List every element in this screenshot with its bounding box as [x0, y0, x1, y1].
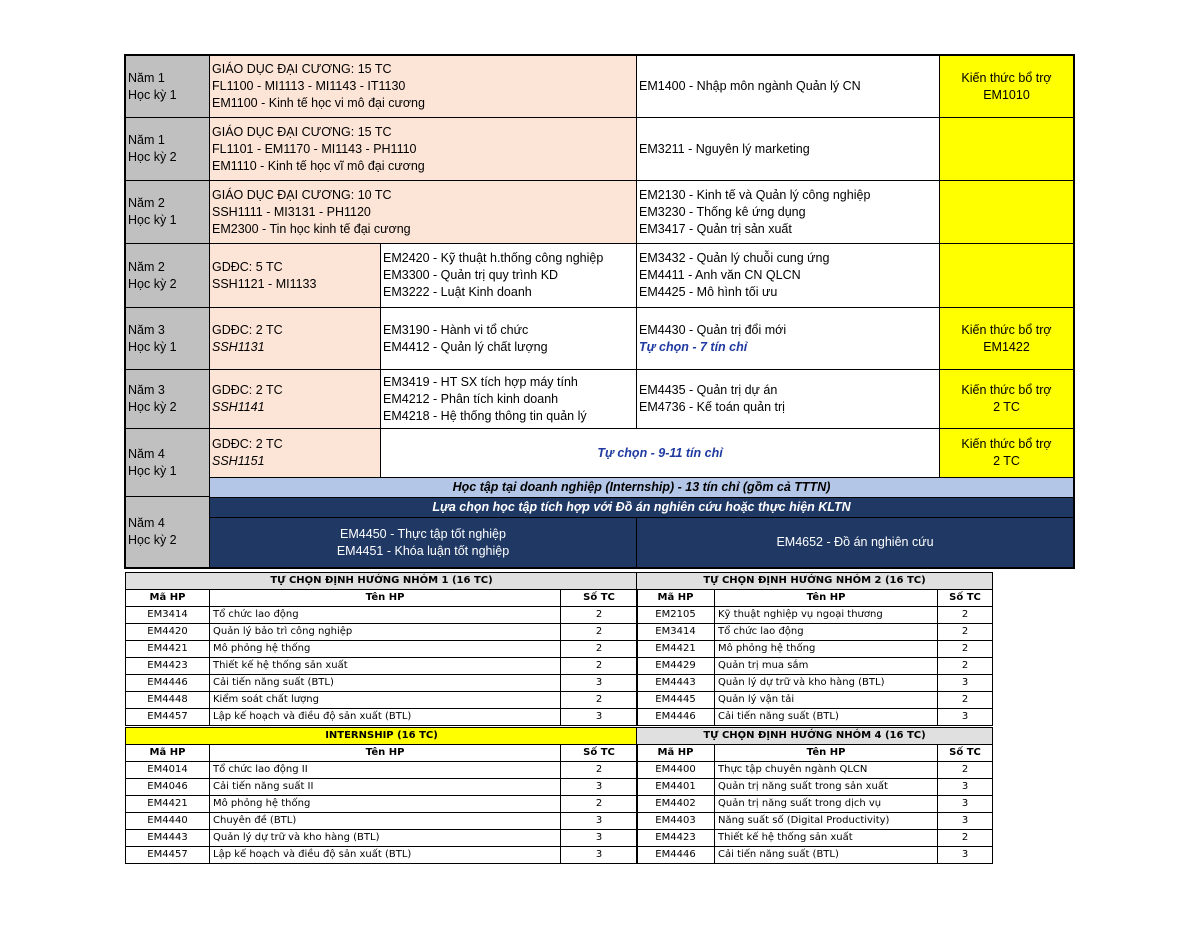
general-education-cell: GIÁO DỤC ĐẠI CƯƠNG: 15 TC FL1101 - EM1170 - MI1143 - PH1110 EM1110 - Kinh tế học vĩ mô đại cương — [209, 117, 637, 181]
elective-group-1-table — [125, 572, 638, 726]
column-header-code: Mã HP — [637, 745, 715, 762]
column-header-name: Tên HP — [715, 745, 938, 762]
group-title: INTERNSHIP (16 TC) — [126, 728, 638, 745]
roadmap-frame — [124, 54, 1075, 569]
elective-group-2-table — [636, 572, 993, 726]
column-header-name: Tên HP — [210, 590, 561, 607]
general-education-cell: GDĐC: 2 TC SSH1131 — [209, 307, 381, 370]
core-courses-cell: EM2420 - Kỹ thuật h.thống công nghiệp EM3300 - Quản trị quy trình KD EM3222 - Luật Kinh doanh — [380, 243, 637, 308]
table-row: EM4446 Cải tiến năng suất (BTL) 3 — [126, 675, 638, 692]
table-row: EM4401 Quản trị năng suất trong sản xuất 3 — [637, 779, 993, 796]
group-title: TỰ CHỌN ĐỊNH HƯỚNG NHÓM 2 (16 TC) — [637, 573, 993, 590]
major-courses-cell: EM4435 - Quản trị dự án EM4736 - Kế toán quản trị — [636, 369, 940, 429]
table-row: EM4446 Cải tiến năng suất (BTL) 3 — [637, 709, 993, 726]
internship-banner: Học tập tại doanh nghiệp (Internship) - 13 tín chỉ (gồm cả TTTN) — [209, 477, 1074, 498]
table-row: EM4448 Kiểm soát chất lượng 2 — [126, 692, 638, 709]
core-courses-cell: EM3419 - HT SX tích hợp máy tính EM4212 - Phân tích kinh doanh EM4218 - Hệ thống thông tin quản lý — [380, 369, 637, 429]
table-row: EM4446 Cải tiến năng suất (BTL) 3 — [637, 847, 993, 864]
group-title: TỰ CHỌN ĐỊNH HƯỚNG NHÓM 1 (16 TC) — [126, 573, 638, 590]
column-header-credits: Số TC — [561, 590, 638, 607]
major-courses-cell: EM4430 - Quản trị đổi mới Tự chọn - 7 tín chỉ — [636, 307, 940, 370]
internship-group-table — [125, 727, 638, 864]
column-header-name: Tên HP — [715, 590, 938, 607]
general-education-cell: GDĐC: 2 TC SSH1141 — [209, 369, 381, 429]
table-row: EM4443 Quản lý dự trữ và kho hàng (BTL) 3 — [126, 830, 638, 847]
elective-note: Tự chọn - 7 tín chỉ — [639, 339, 748, 354]
semester-label: Năm 1 Học kỳ 1 — [125, 55, 210, 118]
table-row: EM4423 Thiết kế hệ thống sản xuất 2 — [126, 658, 638, 675]
column-header-name: Tên HP — [210, 745, 561, 762]
table-row: EM4457 Lập kế hoạch và điều độ sản xuất (BTL) 3 — [126, 709, 638, 726]
major-courses-cell: EM2130 - Kinh tế và Quản lý công nghiệp EM3230 - Thống kê ứng dụng EM3417 - Quản trị sản xuất — [636, 180, 940, 244]
elective-cell: Tự chọn - 9-11 tín chỉ — [380, 428, 940, 478]
major-courses-cell: EM1400 - Nhập môn ngành Quản lý CN — [636, 55, 940, 118]
table-row: EM4421 Mô phỏng hệ thống 2 — [637, 641, 993, 658]
column-header-code: Mã HP — [126, 745, 210, 762]
support-knowledge-cell: Kiến thức bổ trợ 2 TC — [939, 369, 1074, 429]
elective-group-4-table — [636, 727, 993, 864]
core-courses-cell: EM3190 - Hành vi tổ chức EM4412 - Quản lý chất lượng — [380, 307, 637, 370]
semester-label: Năm 3 Học kỳ 2 — [125, 369, 210, 429]
semester-label: Năm 1 Học kỳ 2 — [125, 117, 210, 181]
table-row: EM4421 Mô phỏng hệ thống 2 — [126, 796, 638, 813]
semester-label: Năm 2 Học kỳ 1 — [125, 180, 210, 244]
column-header-credits: Số TC — [561, 745, 638, 762]
table-row: EM4420 Quản lý bảo trì công nghiệp 2 — [126, 624, 638, 641]
thesis-option-left: EM4450 - Thực tập tốt nghiệp EM4451 - Khóa luận tốt nghiệp — [209, 517, 637, 568]
support-knowledge-cell: Kiến thức bổ trợ EM1422 — [939, 307, 1074, 370]
major-courses-cell: EM3211 - Nguyên lý marketing — [636, 117, 940, 181]
table-row: EM4440 Chuyên đề (BTL) 3 — [126, 813, 638, 830]
table-row: EM4400 Thực tập chuyên ngành QLCN 2 — [637, 762, 993, 779]
general-education-cell: GDĐC: 2 TC SSH1151 — [209, 428, 381, 478]
general-education-cell: GIÁO DỤC ĐẠI CƯƠNG: 15 TC FL1100 - MI1113 - MI1143 - IT1130 EM1100 - Kinh tế học vi mô đại cương — [209, 55, 637, 118]
table-row: EM4443 Quản lý dự trữ và kho hàng (BTL) 3 — [637, 675, 993, 692]
thesis-option-right: EM4652 - Đồ án nghiên cứu — [636, 517, 1074, 568]
column-header-credits: Số TC — [938, 745, 993, 762]
general-education-cell: GIÁO DỤC ĐẠI CƯƠNG: 10 TC SSH1111 - MI3131 - PH1120 EM2300 - Tin học kinh tế đại cương — [209, 180, 637, 244]
table-row: EM3414 Tổ chức lao động 2 — [126, 607, 638, 624]
general-education-cell: GDĐC: 5 TC SSH1121 - MI1133 — [209, 243, 381, 308]
table-row: EM4457 Lập kế hoạch và điều độ sản xuất (BTL) 3 — [126, 847, 638, 864]
semester-label: Năm 4 Học kỳ 2 — [125, 496, 210, 568]
table-row: EM2105 Kỹ thuật nghiệp vụ ngoại thương 2 — [637, 607, 993, 624]
support-knowledge-cell: Kiến thức bổ trợ EM1010 — [939, 55, 1074, 118]
table-row: EM4402 Quản trị năng suất trong dịch vụ 3 — [637, 796, 993, 813]
column-header-code: Mã HP — [126, 590, 210, 607]
thesis-choice-banner: Lựa chọn học tập tích hợp với Đồ án nghiên cứu hoặc thực hiện KLTN — [209, 497, 1074, 518]
major-courses-cell: EM3432 - Quản lý chuỗi cung ứng EM4411 - Anh văn CN QLCN EM4425 - Mô hình tối ưu — [636, 243, 940, 308]
support-knowledge-cell: Kiến thức bổ trợ 2 TC — [939, 428, 1074, 478]
table-row: EM4403 Năng suất số (Digital Productivity) 3 — [637, 813, 993, 830]
table-row: EM4421 Mô phỏng hệ thống 2 — [126, 641, 638, 658]
table-row: EM4429 Quản trị mua sắm 2 — [637, 658, 993, 675]
table-row: EM4014 Tổ chức lao động II 2 — [126, 762, 638, 779]
table-row: EM4046 Cải tiến năng suất II 3 — [126, 779, 638, 796]
column-header-code: Mã HP — [637, 590, 715, 607]
semester-label: Năm 2 Học kỳ 2 — [125, 243, 210, 308]
semester-label: Năm 4 Học kỳ 1 — [125, 428, 210, 497]
group-title: TỰ CHỌN ĐỊNH HƯỚNG NHÓM 4 (16 TC) — [637, 728, 993, 745]
table-row: EM4423 Thiết kế hệ thống sản xuất 2 — [637, 830, 993, 847]
table-row: EM4445 Quản lý vận tải 2 — [637, 692, 993, 709]
semester-label: Năm 3 Học kỳ 1 — [125, 307, 210, 370]
column-header-credits: Số TC — [938, 590, 993, 607]
table-row: EM3414 Tổ chức lao động 2 — [637, 624, 993, 641]
